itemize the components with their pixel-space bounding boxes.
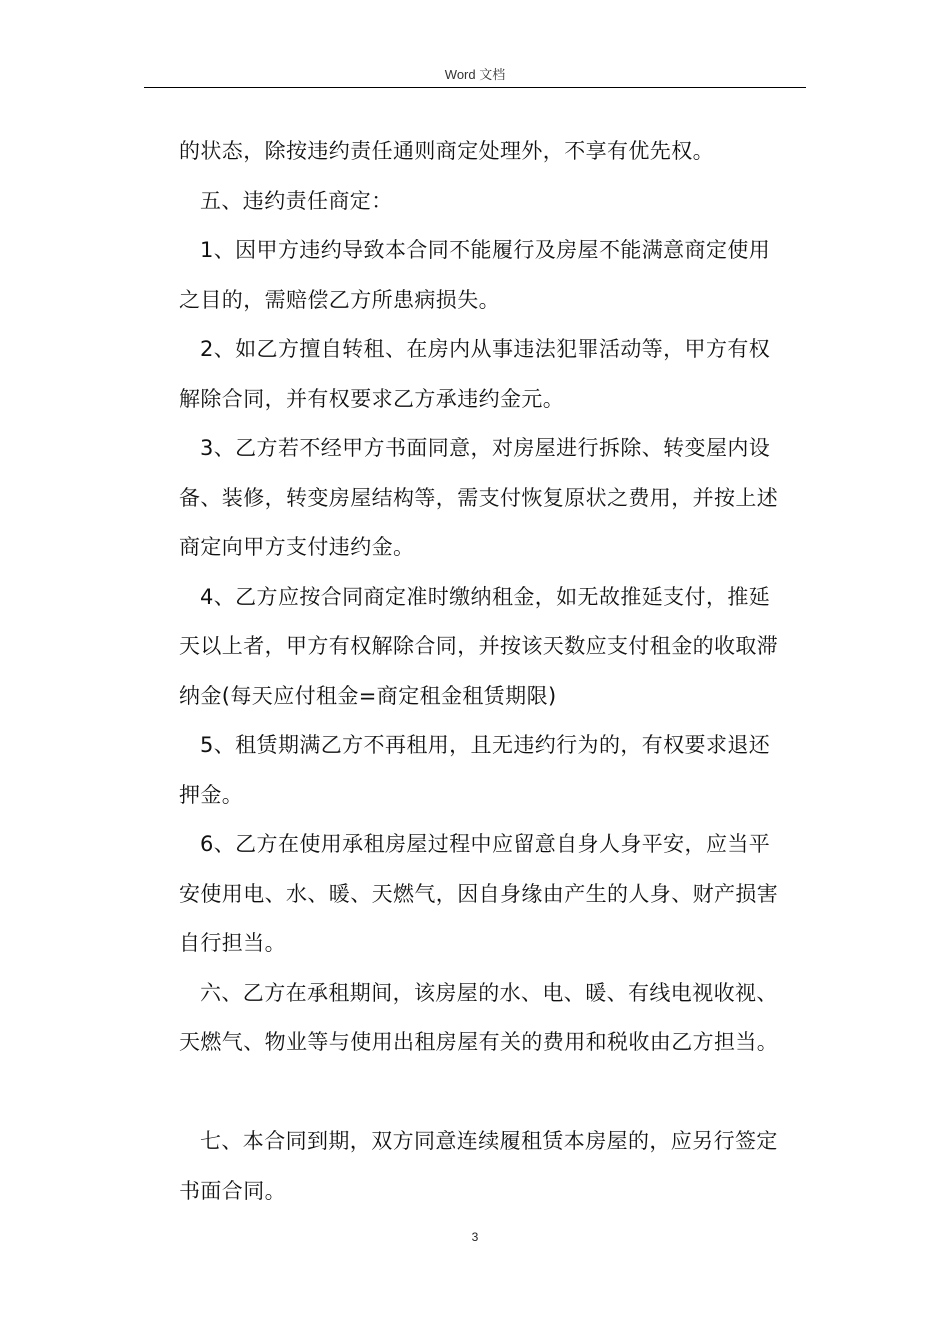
paragraph-line: 商定向甲方支付违约金。 — [179, 535, 415, 559]
paragraph-line: 自行担当。 — [179, 931, 286, 955]
paragraph-line: 1、因甲方违约导致本合同不能履行及房屋不能满意商定使用 — [200, 238, 771, 262]
document-body — [179, 127, 804, 1216]
section-heading-fees: 六、乙方在承租期间，该房屋的水、电、暖、有线电视收视、 — [200, 980, 778, 1005]
paragraph-line: 2、如乙方擅自转租、在房内从事违法犯罪活动等，甲方有权 — [200, 337, 771, 361]
page-header-title: Word 文档 — [444, 67, 506, 82]
paragraph-line: 6、乙方在使用承租房屋过程中应留意自身人身平安，应当平 — [200, 832, 771, 856]
blank-line — [179, 1068, 804, 1118]
paragraph-line: 之目的，需赔偿乙方所患病损失。 — [179, 287, 500, 312]
paragraph-line: 押金。 — [179, 782, 244, 807]
section-heading-breach: 五、违约责任商定： — [200, 188, 393, 213]
section-heading-renewal: 七、本合同到期，双方同意连续履租赁本房屋的，应另行签定 — [200, 1129, 778, 1153]
paragraph-line: 3、乙方若不经甲方书面同意，对房屋进行拆除、转变屋内设 — [200, 436, 771, 460]
page-number: 3 — [471, 1230, 479, 1244]
paragraph-line: 天燃气、物业等与使用出租房屋有关的费用和税收由乙方担当。 — [179, 1030, 779, 1054]
paragraph-line: 天以上者，甲方有权解除合同，并按该天数应支付租金的收取滞 — [179, 634, 779, 658]
paragraph-line: 纳金(每天应付租金=商定租金租赁期限) — [179, 683, 557, 708]
paragraph-line: 解除合同，并有权要求乙方承违约金元。 — [179, 386, 565, 411]
paragraph-line: 的状态，除按违约责任通则商定处理外，不享有优先权。 — [179, 139, 714, 163]
paragraph-line: 4、乙方应按合同商定准时缴纳租金，如无故推延支付，推延 — [200, 584, 771, 609]
paragraph-line: 5、租赁期满乙方不再租用，且无违约行为的，有权要求退还 — [200, 733, 771, 757]
paragraph-line: 书面合同。 — [179, 1178, 286, 1203]
header-divider — [144, 87, 806, 88]
paragraph-line: 安使用电、水、暖、天燃气，因自身缘由产生的人身、财产损害 — [179, 881, 779, 906]
paragraph-line: 备、装修，转变房屋结构等，需支付恢复原状之费用，并按上述 — [179, 485, 779, 510]
